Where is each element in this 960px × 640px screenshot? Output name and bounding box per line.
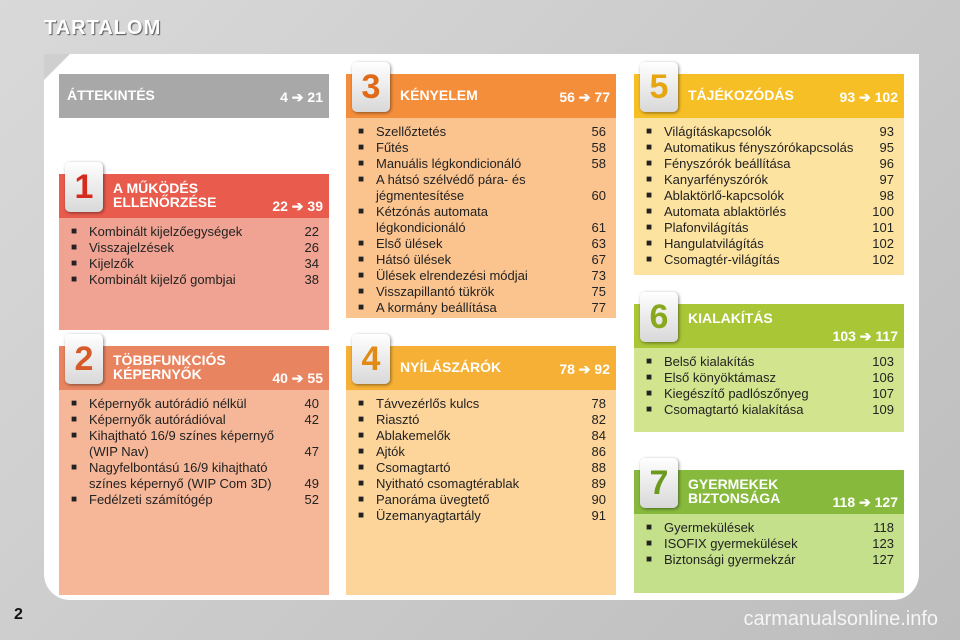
toc-item-label: Csomagtartó kialakítása [664,402,804,417]
toc-item[interactable] [356,204,608,236]
toc-item-page: 98 [879,188,894,203]
toc-item-page: 63 [591,236,606,251]
section-number-badge: 6 [640,292,678,342]
toc-item[interactable] [69,272,321,288]
section-header[interactable] [634,464,904,514]
toc-list [69,224,321,288]
section-header[interactable] [59,168,329,218]
toc-item-label: Automata ablaktörlés [664,204,787,219]
section-header[interactable] [346,340,616,390]
toc-item-label: Automatikus fényszórókapcsolás [664,140,854,155]
section-body [634,514,904,593]
toc-item-page: 49 [304,476,319,491]
section-2 [59,340,329,595]
section-title: TÖBBFUNKCIÓS KÉPERNYŐK [113,352,226,382]
toc-item-page: 22 [304,224,319,239]
section-body [59,218,329,330]
toc-item[interactable] [69,460,321,492]
section-range: 118 ➔ 127 [832,494,898,510]
toc-item-page: 58 [591,140,606,155]
toc-item-label: A hátsó szélvédő pára- és jégmentesítése [376,172,526,203]
toc-item[interactable] [356,156,608,172]
toc-item[interactable] [69,396,321,412]
toc-item-page: 58 [591,156,606,171]
section-7 [634,464,904,593]
toc-item-page: 91 [591,508,606,523]
toc-item-label: Kiegészítő padlószőnyeg [664,386,809,401]
toc-item-page: 26 [304,240,319,255]
toc-item-page: 84 [591,428,606,443]
toc-item-page: 78 [591,396,606,411]
toc-item[interactable] [356,428,608,444]
toc-item[interactable] [69,256,321,272]
section-number-badge: 1 [65,162,103,212]
toc-item[interactable] [644,536,896,552]
toc-item-label: Gyermekülések [664,520,755,535]
section-range: 93 ➔ 102 [839,89,898,105]
toc-item[interactable] [356,284,608,300]
toc-item-page: 95 [879,140,894,155]
toc-item-label: Fűtés [376,140,409,155]
toc-item-label: Kanyarfényszórók [664,172,769,187]
toc-item-page: 101 [872,220,894,235]
toc-item[interactable] [356,172,608,204]
toc-item[interactable] [356,412,608,428]
toc-item-label: Panoráma üvegtető [376,492,490,507]
section-body [346,390,616,595]
section-body [59,390,329,595]
toc-item-label: Képernyők autórádióval [89,412,226,427]
toc-item-page: 102 [872,252,894,267]
toc-item-page: 109 [872,402,894,417]
section-range: 4 ➔ 21 [280,89,323,105]
section-number-badge: 5 [640,62,678,112]
section-header[interactable] [634,298,904,348]
toc-item-label: Első ülések [376,236,443,251]
toc-item[interactable] [644,354,896,370]
toc-item-page: 106 [872,370,894,385]
toc-item-label: Csomagtartó [376,460,451,475]
toc-item-label: Nyitható csomagtérablak [376,476,520,491]
toc-item[interactable] [356,124,608,140]
toc-item[interactable] [356,252,608,268]
toc-list [644,124,896,268]
section-header [59,74,329,118]
section-header[interactable] [634,68,904,118]
toc-item[interactable] [356,508,608,524]
toc-item[interactable] [356,140,608,156]
section-range: 78 ➔ 92 [559,361,610,377]
section-title: KIALAKÍTÁS [688,310,773,326]
toc-item[interactable] [644,252,896,268]
toc-item-page: 96 [879,156,894,171]
toc-item[interactable] [644,402,896,418]
toc-item[interactable] [356,300,608,316]
toc-item-page: 67 [591,252,606,267]
toc-item-label: Kombinált kijelzőegységek [89,224,243,239]
toc-item-page: 90 [591,492,606,507]
section-title: GYERMEKEK BIZTONSÁGA [688,476,781,506]
toc-item[interactable] [644,124,896,140]
toc-item[interactable] [69,224,321,240]
section-number-badge: 2 [65,334,103,384]
toc-item[interactable] [356,236,608,252]
toc-item-page: 107 [872,386,894,401]
toc-item-page: 127 [872,552,894,567]
toc-item-label: Képernyők autórádió nélkül [89,396,247,411]
toc-item-page: 34 [304,256,319,271]
section-overview[interactable] [59,74,329,118]
toc-item[interactable] [644,386,896,402]
toc-item-page: 60 [591,188,606,203]
toc-item-page: 75 [591,284,606,299]
section-header[interactable] [346,68,616,118]
toc-item-page: 89 [591,476,606,491]
toc-item[interactable] [356,492,608,508]
toc-item-label: Visszapillantó tükrök [376,284,495,299]
toc-item[interactable] [644,204,896,220]
watermark: carmanualsonline.info [743,608,938,630]
section-5 [634,68,904,275]
section-6 [634,298,904,432]
toc-item-page: 38 [304,272,319,287]
page-number: 2 [14,606,23,623]
toc-item-page: 93 [879,124,894,139]
toc-item-label: Világításkapcsolók [664,124,772,139]
section-title: A MŰKÖDÉS ELLENŐRZÉSE [113,180,217,210]
toc-item-page: 97 [879,172,894,187]
toc-list [69,396,321,508]
toc-item-page: 88 [591,460,606,475]
toc-item-page: 77 [591,300,606,315]
toc-item-label: Riasztó [376,412,420,427]
section-title: NYÍLÁSZÁRÓK [400,359,502,375]
toc-item-label: Kombinált kijelző gombjai [89,272,236,287]
toc-item-page: 86 [591,444,606,459]
section-title: ÁTTEKINTÉS [67,87,155,103]
toc-item[interactable] [644,156,896,172]
toc-item-label: Fényszórók beállítása [664,156,791,171]
toc-item-label: Távvezérlős kulcs [376,396,480,411]
toc-item-label: Fedélzeti számítógép [89,492,213,507]
toc-item-page: 73 [591,268,606,283]
toc-list [644,520,896,568]
toc-item-page: 82 [591,412,606,427]
toc-item-label: Ablakemelők [376,428,451,443]
toc-item[interactable] [644,220,896,236]
section-number-badge: 3 [352,62,390,112]
toc-item[interactable] [644,520,896,536]
toc-item-label: Üzemanyagtartály [376,508,481,523]
toc-item-label: Első könyöktámasz [664,370,776,385]
toc-item-label: Ablaktörlő-kapcsolók [664,188,784,203]
toc-item-page: 56 [591,124,606,139]
toc-item[interactable] [644,552,896,568]
section-number-badge: 7 [640,458,678,508]
toc-item[interactable] [356,268,608,284]
toc-item-label: A kormány beállítása [376,300,497,315]
toc-item-label: Nagyfelbontású 16/9 kihajtható színes képernyő (WIP Com 3D) [89,460,272,491]
toc-item[interactable] [356,444,608,460]
toc-item-label: Kijelzők [89,256,134,271]
toc-item-page: 103 [872,354,894,369]
section-title: TÁJÉKOZÓDÁS [688,87,794,103]
toc-item-page: 40 [304,396,319,411]
toc-item-page: 118 [873,520,894,535]
toc-item[interactable] [69,412,321,428]
toc-list [356,396,608,524]
section-header[interactable] [59,340,329,390]
section-1 [59,168,329,330]
toc-item[interactable] [356,476,608,492]
toc-item[interactable] [356,396,608,412]
toc-item[interactable] [644,172,896,188]
toc-item[interactable] [69,492,321,508]
section-4 [346,340,616,595]
section-range: 40 ➔ 55 [272,370,323,386]
content-area [44,54,919,600]
toc-item-page: 61 [591,220,606,235]
toc-item[interactable] [356,460,608,476]
toc-item-label: Hátsó ülések [376,252,452,267]
toc-item[interactable] [644,236,896,252]
toc-item[interactable] [69,428,321,460]
toc-item-page: 47 [304,444,319,459]
section-range: 56 ➔ 77 [559,89,610,105]
toc-item-label: Plafonvilágítás [664,220,749,235]
toc-item[interactable] [69,240,321,256]
section-3 [346,68,616,318]
toc-item[interactable] [644,188,896,204]
toc-item-page: 123 [872,536,894,551]
toc-item-label: ISOFIX gyermekülések [664,536,798,551]
toc-item-label: Visszajelzések [89,240,175,255]
toc-list [644,354,896,418]
toc-item-page: 100 [872,204,894,219]
section-range: 103 ➔ 117 [832,328,898,344]
section-range: 22 ➔ 39 [272,198,323,214]
toc-item-page: 52 [304,492,319,507]
section-body [346,118,616,318]
toc-item-page: 102 [872,236,894,251]
toc-item-label: Hangulatvilágítás [664,236,764,251]
toc-item-label: Manuális légkondicionáló [376,156,522,171]
page-title: TARTALOM [44,17,162,39]
toc-list [356,124,608,316]
toc-item-label: Ülések elrendezési módjai [376,268,528,283]
section-number-badge: 4 [352,334,390,384]
section-body [634,348,904,432]
section-body [634,118,904,275]
toc-item-label: Kétzónás automata légkondicionáló [376,204,489,235]
toc-item-label: Csomagtér-világítás [664,252,780,267]
toc-item-label: Szellőztetés [376,124,447,139]
toc-item[interactable] [644,140,896,156]
toc-item[interactable] [644,370,896,386]
toc-item-page: 42 [304,412,319,427]
toc-item-label: Ajtók [376,444,405,459]
toc-item-label: Belső kialakítás [664,354,755,369]
toc-item-label: Biztonsági gyermekzár [664,552,796,567]
section-title: KÉNYELEM [400,87,478,103]
toc-item-label: Kihajtható 16/9 színes képernyő (WIP Nav) [89,428,275,459]
